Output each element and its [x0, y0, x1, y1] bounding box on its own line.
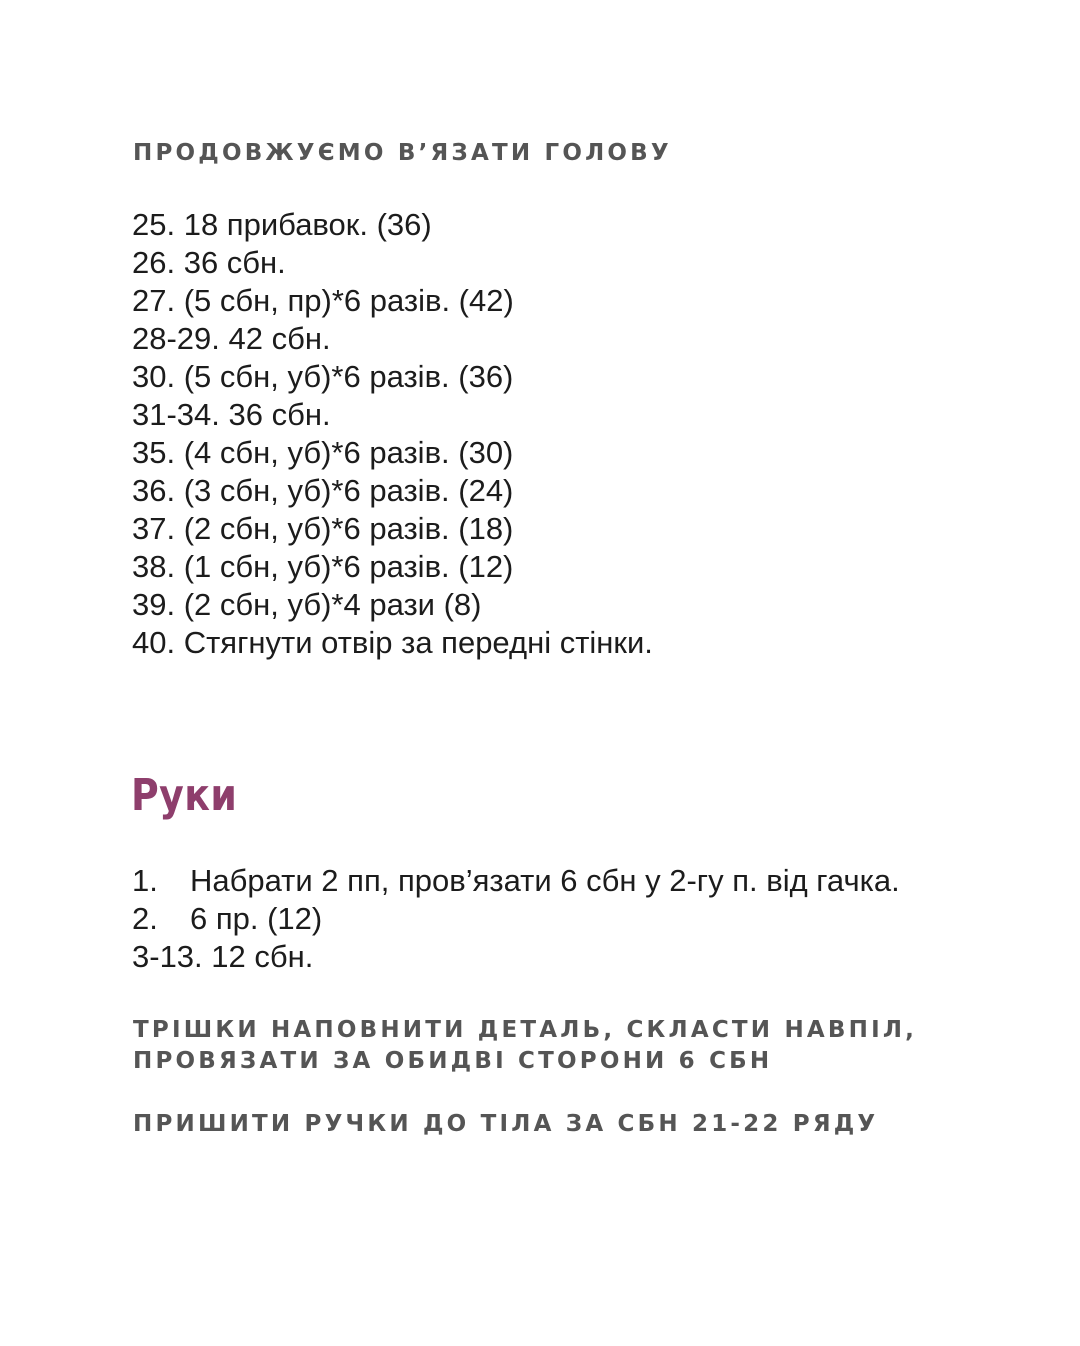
pattern-row: 28-29. 42 сбн. [132, 321, 331, 356]
row-text: 3-13. 12 сбн. [132, 939, 314, 974]
pattern-row: 31-34. 36 сбн. [132, 397, 331, 432]
stuffing-note-line: ПРОВЯЗАТИ ЗА ОБИДВІ СТОРОНИ 6 СБН [133, 1048, 773, 1074]
pattern-row: 27. (5 сбн, пр)*6 разів. (42) [132, 283, 514, 318]
row-number: 1. [132, 863, 158, 898]
head-rows-list [132, 206, 653, 662]
pattern-row: 36. (3 сбн, уб)*6 разів. (24) [132, 473, 514, 508]
sewing-note: ПРИШИТИ РУЧКИ ДО ТІЛА ЗА СБН 21-22 РЯДУ [133, 1111, 879, 1137]
pattern-row: 40. Стягнути отвір за передні стінки. [132, 625, 653, 660]
pattern-row [132, 900, 900, 938]
pattern-row: 35. (4 сбн, уб)*6 разів. (30) [132, 435, 514, 470]
pattern-row [132, 862, 900, 900]
row-text: 6 пр. (12) [190, 901, 323, 936]
stuffing-note-line: ТРІШКИ НАПОВНИТИ ДЕТАЛЬ, СКЛАСТИ НАВПІЛ, [133, 1017, 918, 1043]
pattern-row: 26. 36 сбн. [132, 245, 286, 280]
pattern-row: 30. (5 сбн, уб)*6 разів. (36) [132, 359, 514, 394]
pattern-row [132, 938, 900, 976]
pattern-row: 38. (1 сбн, уб)*6 разів. (12) [132, 549, 514, 584]
row-number: 2. [132, 901, 158, 936]
arms-rows-list [132, 862, 900, 976]
arms-section-title: Руки [131, 770, 238, 821]
row-text: Набрати 2 пп, пров’язати 6 сбн у 2-гу п. від гачка. [190, 863, 900, 898]
stuffing-note [133, 1015, 917, 1077]
pattern-row: 25. 18 прибавок. (36) [132, 207, 432, 242]
head-section-heading: ПРОДОВЖУЄМО В’ЯЗАТИ ГОЛОВУ [133, 140, 672, 166]
pattern-row: 39. (2 сбн, уб)*4 рази (8) [132, 587, 482, 622]
pattern-row: 37. (2 сбн, уб)*6 разів. (18) [132, 511, 514, 546]
